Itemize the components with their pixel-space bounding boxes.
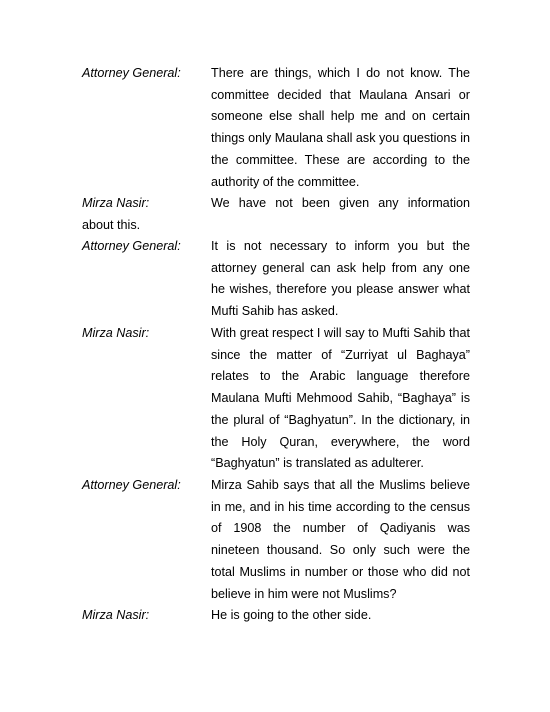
statement-line: attorney general can ask help from any one xyxy=(211,260,470,275)
statement-line: things only Maulana shall ask you questions in xyxy=(211,131,471,146)
dialogue-entry xyxy=(82,63,470,193)
statement-line: total Muslims in number or those who did not xyxy=(211,564,470,579)
statement-text xyxy=(211,475,470,605)
dialogue-entry xyxy=(82,323,470,475)
statement-text xyxy=(211,323,470,475)
statement-line: believe in him were not Muslims? xyxy=(211,586,397,601)
statement-line: With great respect I will say to Mufti Sahib that xyxy=(211,326,470,340)
statement-line: he wishes, therefore you please answer what xyxy=(211,282,470,297)
dialogue-entry xyxy=(82,475,470,605)
statement-line: nineteen thousand. So only such were the xyxy=(211,543,470,558)
statement-line: since the matter of “Zurriyat ul Baghaya” xyxy=(211,347,470,362)
speaker-label: Mirza Nasir: xyxy=(82,326,150,340)
statement-line: of 1908 the number of Qadiyanis was xyxy=(211,521,470,536)
statement-line: He is going to the other side. xyxy=(211,608,372,622)
statement-line: someone else shall help me and on certain xyxy=(211,109,470,124)
statement-text xyxy=(211,605,470,627)
statement-line: the committee. These are according to the xyxy=(211,152,470,167)
statement-text xyxy=(211,236,470,323)
speaker-label: Attorney General: xyxy=(82,66,181,80)
dialogue-entry xyxy=(82,193,470,236)
statement-line: Mirza Sahib says that all the Muslims believe xyxy=(211,478,470,492)
statement-line: the plural of “Baghyatun”. In the dictionary, in xyxy=(211,412,470,427)
dialogue-entry xyxy=(82,236,470,323)
speaker-label: Mirza Nasir: xyxy=(82,196,150,210)
statement-text xyxy=(211,63,470,193)
statement-line: It is not necessary to inform you but the xyxy=(211,239,470,253)
statement-line: Maulana Mufti Mehmood Sahib, “Baghaya” is xyxy=(211,391,470,406)
statement-line: There are things, which I do not know. The xyxy=(211,66,470,80)
statement-line: We have not been given any information xyxy=(211,196,470,210)
speaker-label: Attorney General: xyxy=(82,478,181,492)
statement-line: “Baghyatun” is translated as adulterer. xyxy=(211,456,424,471)
speaker-label: Attorney General: xyxy=(82,239,181,253)
speaker-label: Mirza Nasir: xyxy=(82,608,150,622)
statement-line: Mufti Sahib has asked. xyxy=(211,304,339,319)
statement-line: authority of the committee. xyxy=(211,174,360,189)
statement-line: relates to the Arabic language therefore xyxy=(211,369,470,384)
statement-line: the Holy Quran, everywhere, the word xyxy=(211,434,470,449)
statement-line: committee decided that Maulana Ansari or xyxy=(211,87,470,102)
statement-line: in me, and in his time according to the census xyxy=(211,499,470,514)
statement-line: about this. xyxy=(82,217,141,232)
dialogue-entry xyxy=(82,605,470,627)
